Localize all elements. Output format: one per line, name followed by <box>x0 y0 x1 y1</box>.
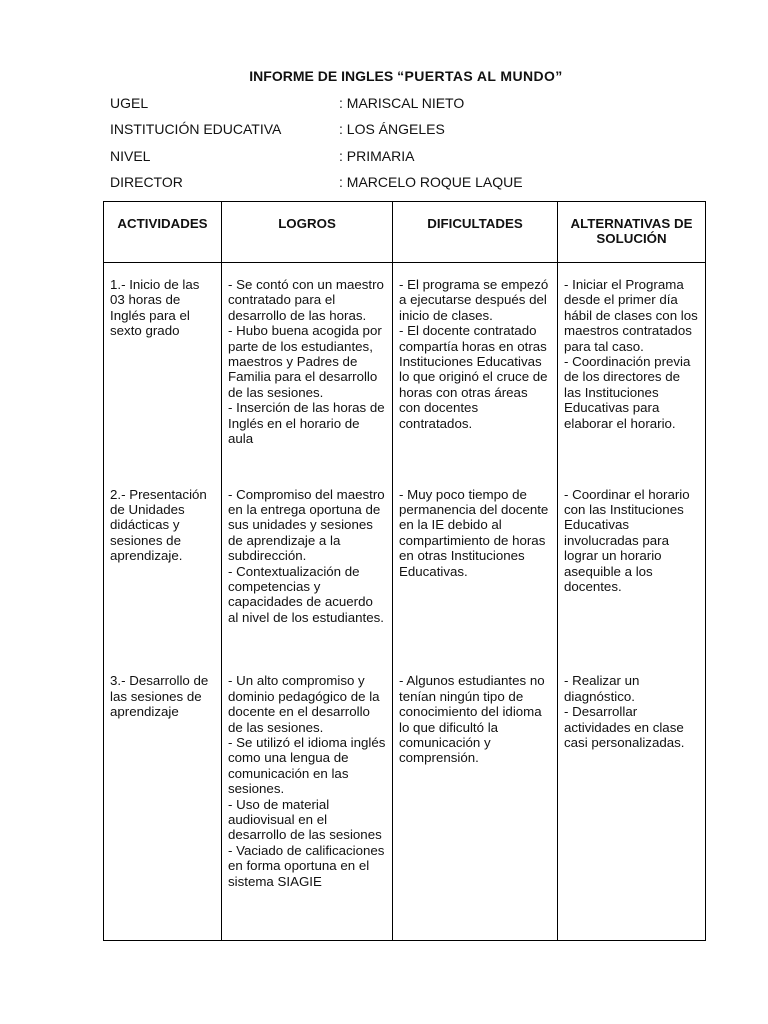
cell-actividad: 1.- Inicio de las 03 horas de Inglés para el sexto grado <box>104 263 222 487</box>
field-key: DIRECTOR <box>110 173 183 190</box>
field-value: : PRIMARIA <box>339 147 415 164</box>
cell-dificultades: - Algunos estudiantes no tenían ningún tipo de conocimiento del idioma lo que dificultó la comunicación y comprensión. <box>393 655 558 940</box>
field-director <box>110 174 710 200</box>
field-ugel <box>110 95 710 121</box>
field-institucion <box>110 121 710 147</box>
column-header-dificultades: DIFICULTADES <box>393 202 558 263</box>
cell-logros: - Se contó con un maestro contratado para el desarrollo de las horas. - Hubo buena acogida por parte de los estudiantes, maestros y Padres de Familia para el desarrollo de las sesiones. - Inserción de las horas de Inglés en el horario de aula <box>222 263 393 487</box>
field-key: NIVEL <box>110 147 151 164</box>
cell-actividad: 3.- Desarrollo de las sesiones de aprendizaje <box>104 655 222 940</box>
table-row <box>104 655 706 940</box>
cell-actividad: 2.- Presentación de Unidades didácticas y sesiones de aprendizaje. <box>104 487 222 656</box>
cell-dificultades: - Muy poco tiempo de permanencia del docente en la IE debido al compartimiento de horas en otras Instituciones Educativas. <box>393 487 558 656</box>
field-value: : MARISCAL NIETO <box>339 95 465 111</box>
column-header-alternativas: ALTERNATIVAS DE SOLUCIÓN <box>558 202 706 263</box>
table-row <box>104 263 706 487</box>
cell-alternativas: - Coordinar el horario con las Instituciones Educativas involucradas para lograr un horario asequible a los docentes. <box>558 487 706 656</box>
cell-logros: - Compromiso del maestro en la entrega oportuna de sus unidades y sesiones de aprendizaje a la subdirección. - Contextualización de competencias y capacidades de acuerdo al nivel de los estudiantes. <box>222 487 393 656</box>
field-key: INSTITUCIÓN EDUCATIVA <box>110 121 282 138</box>
title-quoted: “PUERTAS AL MUNDO” <box>397 68 563 84</box>
document-title <box>0 68 768 84</box>
column-header-logros: LOGROS <box>222 202 393 263</box>
report-table <box>103 201 706 941</box>
column-header-actividades: ACTIVIDADES <box>104 202 222 263</box>
table-header-row <box>104 202 706 263</box>
table-row <box>104 487 706 656</box>
cell-logros: - Un alto compromiso y dominio pedagógico de la docente en el desarrollo de las sesiones. - Se utilizó el idioma inglés como una lengua de comunicación en las sesiones. - Uso de material audiovisual en el desarrollo de las sesiones - Vaciado de calificaciones en forma oportuna en el sistema SIAGIE <box>222 655 393 940</box>
title-prefix: INFORME DE INGLES <box>249 68 394 84</box>
field-value: : MARCELO ROQUE LAQUE <box>339 173 523 190</box>
field-nivel <box>110 148 710 174</box>
field-value: : LOS ÁNGELES <box>339 121 445 138</box>
cell-dificultades: - El programa se empezó a ejecutarse después del inicio de clases. - El docente contratado compartía horas en otras Instituciones Educativas lo que originó el cruce de horas con otras áreas con docentes contratados. <box>393 263 558 487</box>
header-fields <box>110 95 710 200</box>
cell-alternativas: - Iniciar el Programa desde el primer día hábil de clases con los maestros contratados para tal caso. - Coordinación previa de los directores de las Instituciones Educativas para elaborar el horario. <box>558 263 706 487</box>
field-key: UGEL <box>110 95 149 111</box>
cell-alternativas: - Realizar un diagnóstico. - Desarrollar actividades en clase casi personalizadas. <box>558 655 706 940</box>
